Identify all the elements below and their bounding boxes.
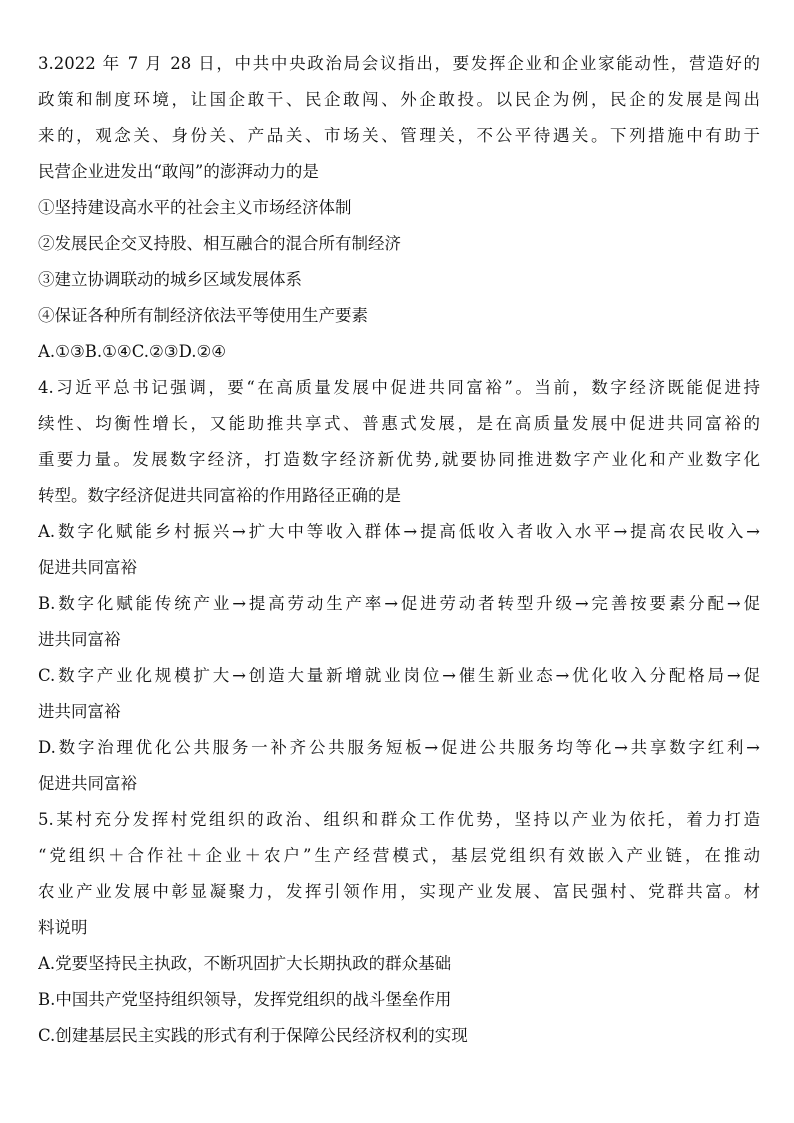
- q4-option-a-line-1: A.数字化赋能乡村振兴→扩大中等收入群体→提高低收入者收入水平→提高农民收入→: [38, 522, 760, 541]
- q4-stem-line-1: 4.习近平总书记强调，要“在高质量发展中促进共同富裕”。当前，数字经济既能促进持: [38, 378, 760, 397]
- question-content: [38, 46, 760, 1054]
- q5-stem-line-2: “党组织＋合作社＋企业＋农户”生产经营模式，基层党组织有效嵌入产业链，在推动: [38, 846, 760, 865]
- q3-statement-4: ④保证各种所有制经济依法平等使用生产要素: [38, 306, 368, 325]
- q5-stem-line-4: 料说明: [38, 918, 88, 937]
- q5-option-b: B.中国共产党坚持组织领导，发挥党组织的战斗堡垒作用: [38, 990, 452, 1009]
- q4-stem-line-2: 续性、均衡性增长，又能助推共享式、普惠式发展，是在高质量发展中促进共同富裕的: [38, 414, 760, 433]
- q5-option-c: C.创建基层民主实践的形式有利于保障公民经济权利的实现: [38, 1026, 468, 1045]
- question-5: [38, 802, 760, 1054]
- q3-stem-line-4: 民营企业进发出“敢闯”的澎湃动力的是: [38, 162, 319, 181]
- q4-option-c-line-1: C.数字产业化规模扩大→创造大量新增就业岗位→催生新业态→优化收入分配格局→促: [38, 666, 760, 685]
- q4-option-b-line-2: 进共同富裕: [38, 630, 121, 649]
- q4-stem-line-3: 重要力量。发展数字经济，打造数字经济新优势,就要协同推进数字产业化和产业数字化: [38, 450, 760, 469]
- q4-stem-line-4: 转型。数字经济促进共同富裕的作用路径正确的是: [38, 486, 401, 505]
- q3-statement-1: ①坚持建设高水平的社会主义市场经济体制: [38, 198, 352, 217]
- question-3: [38, 46, 760, 370]
- q3-options: A.①③B.①④C.②③D.②④: [38, 342, 227, 361]
- q5-stem-line-3: 农业产业发展中彰显凝聚力，发挥引领作用，实现产业发展、富民强村、党群共富。材: [38, 882, 760, 901]
- q3-stem-line-2: 政策和制度环境，让国企敢干、民企敢闯、外企敢投。以民企为例，民企的发展是闯出: [38, 90, 760, 109]
- q4-option-a-line-2: 促进共同富裕: [38, 558, 137, 577]
- question-4: [38, 370, 760, 802]
- q4-option-c-line-2: 进共同富裕: [38, 702, 121, 721]
- q5-option-a: A.党要坚持民主执政，不断巩固扩大长期执政的群众基础: [38, 954, 452, 973]
- q3-statement-2: ②发展民企交叉持股、相互融合的混合所有制经济: [38, 234, 401, 253]
- q3-statement-3: ③建立协调联动的城乡区域发展体系: [38, 270, 302, 289]
- q3-stem-line-1: 3.2022 年 7 月 28 日，中共中央政治局会议指出，要发挥企业和企业家能动性，营造好的: [38, 54, 760, 73]
- q3-stem-line-3: 来的，观念关、身份关、产品关、市场关、管理关，不公平待遇关。下列措施中有助于: [38, 126, 760, 145]
- q4-option-d-line-2: 促进共同富裕: [38, 774, 137, 793]
- q4-option-d-line-1: D.数字治理优化公共服务一补齐公共服务短板→促进公共服务均等化→共享数字红利→: [38, 738, 760, 757]
- q5-stem-line-1: 5.某村充分发挥村党组织的政治、组织和群众工作优势，坚持以产业为依托，着力打造: [38, 810, 760, 829]
- q4-option-b-line-1: B.数字化赋能传统产业→提高劳动生产率→促进劳动者转型升级→完善按要素分配→促: [38, 594, 760, 613]
